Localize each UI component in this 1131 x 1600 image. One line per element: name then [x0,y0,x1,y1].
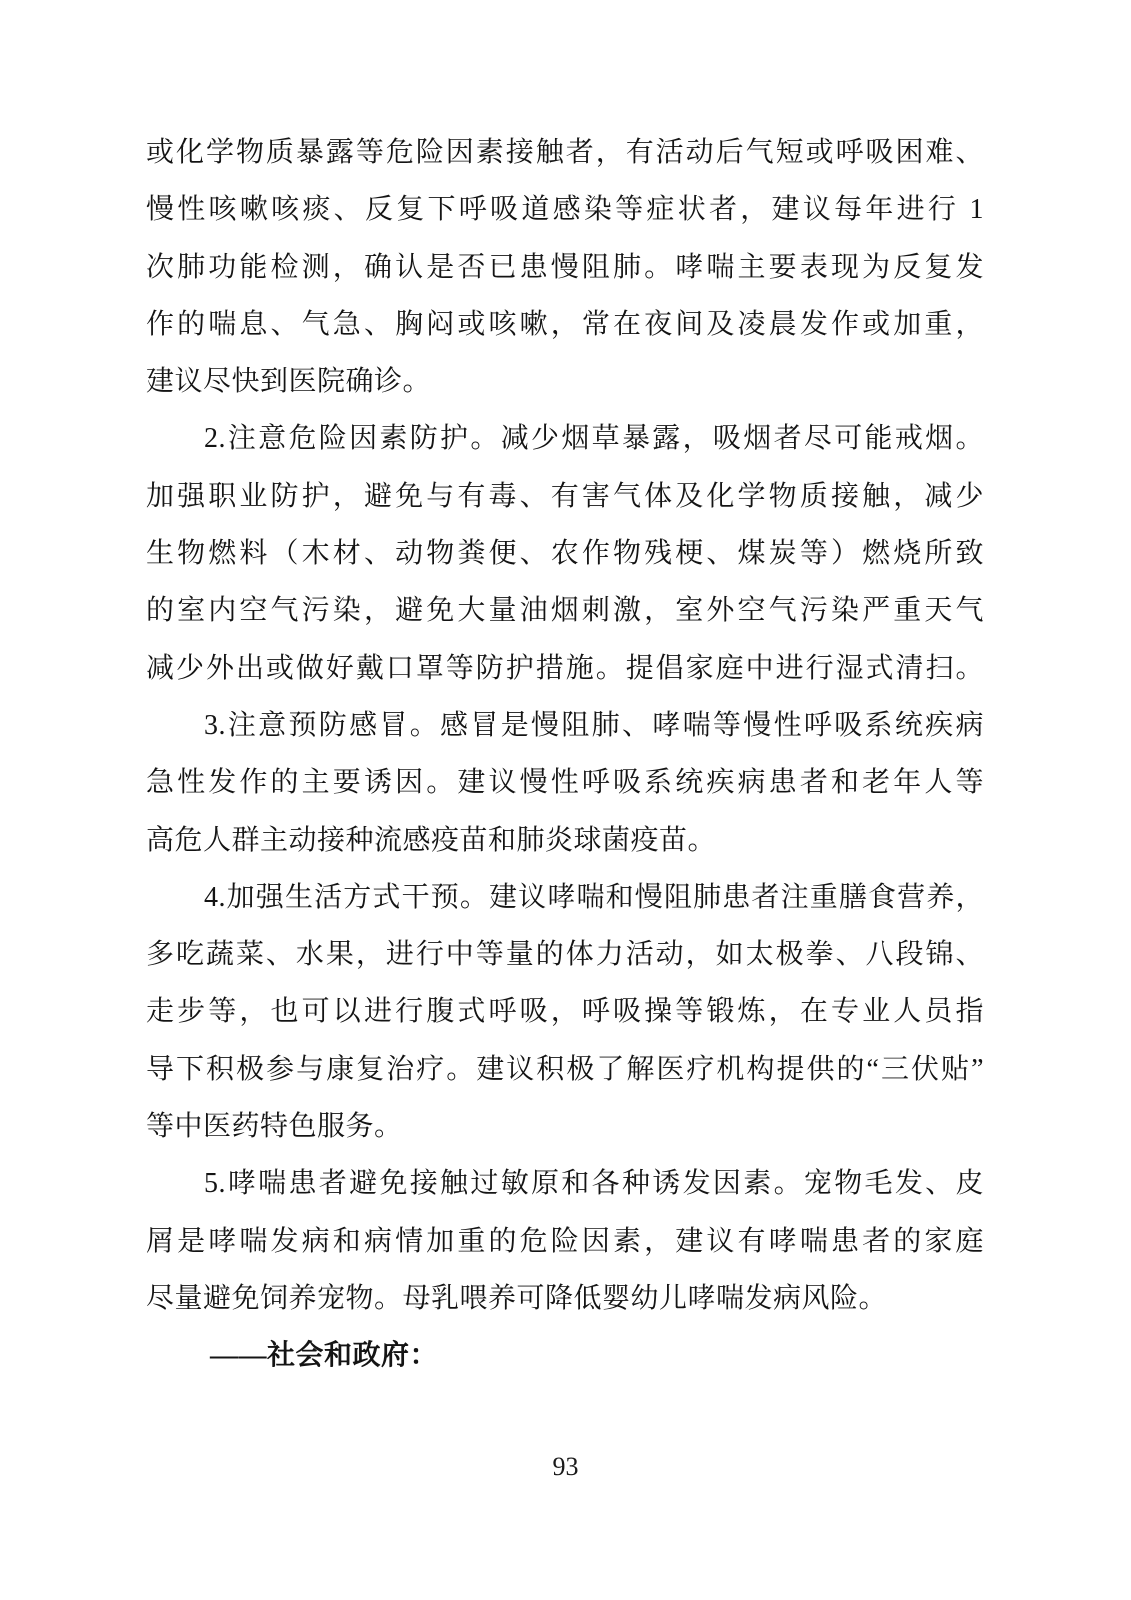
text-line: 或化学物质暴露等危险因素接触者，有活动后气短或呼吸困难、 [146,137,984,168]
text-line: 多吃蔬菜、水果，进行中等量的体力活动，如太极拳、八段锦、 [146,939,984,971]
text-line: 急性发作的主要诱因。建议慢性呼吸系统疾病患者和老年人等 [146,767,984,799]
document-body [146,124,984,1385]
text-line: 尽量避免饲养宠物。母乳喂养可降低婴幼儿哮喘发病风险。 [146,1282,888,1314]
text-line: 慢性咳嗽咳痰、反复下呼吸道感染等症状者，建议每年进行 1 [146,194,984,226]
text-line: 减少外出或做好戴口罩等防护措施。提倡家庭中进行湿式清扫。 [146,652,984,684]
text-line: 5.哮喘患者避免接触过敏原和各种诱发因素。宠物毛发、皮 [204,1168,984,1200]
text-line: 的室内空气污染，避免大量油烟刺激，室外空气污染严重天气 [146,595,984,627]
text-line: 3.注意预防感冒。感冒是慢阻肺、哮喘等慢性呼吸系统疾病 [204,709,984,741]
text-line: 加强职业防护，避免与有毒、有害气体及化学物质接触，减少 [146,480,984,512]
text-line: 2.注意危险因素防护。减少烟草暴露，吸烟者尽可能戒烟。 [204,423,984,455]
text-line: 次肺功能检测，确认是否已患慢阻肺。哮喘主要表现为反复发 [146,251,984,283]
text-line: 生物燃料（木材、动物粪便、农作物残梗、煤炭等）燃烧所致 [146,538,984,570]
page-number: 93 [552,1452,579,1481]
section-lead-in: ——社会和政府： [210,1340,439,1372]
text-line: 作的喘息、气急、胸闷或咳嗽，常在夜间及凌晨发作或加重， [146,308,984,340]
text-line: 建议尽快到医院确诊。 [146,366,432,398]
text-line: 走步等，也可以进行腹式呼吸，呼吸操等锻炼，在专业人员指 [146,996,984,1028]
text-line: 4.加强生活方式干预。建议哮喘和慢阻肺患者注重膳食营养， [204,881,984,913]
text-line: 等中医药特色服务。 [146,1111,403,1143]
text-line: 高危人群主动接种流感疫苗和肺炎球菌疫苗。 [146,824,717,856]
text-line: 导下积极参与康复治疗。建议积极了解医疗机构提供的“三伏贴” [146,1053,984,1085]
text-line: 屑是哮喘发病和病情加重的危险因素，建议有哮喘患者的家庭 [146,1225,984,1257]
